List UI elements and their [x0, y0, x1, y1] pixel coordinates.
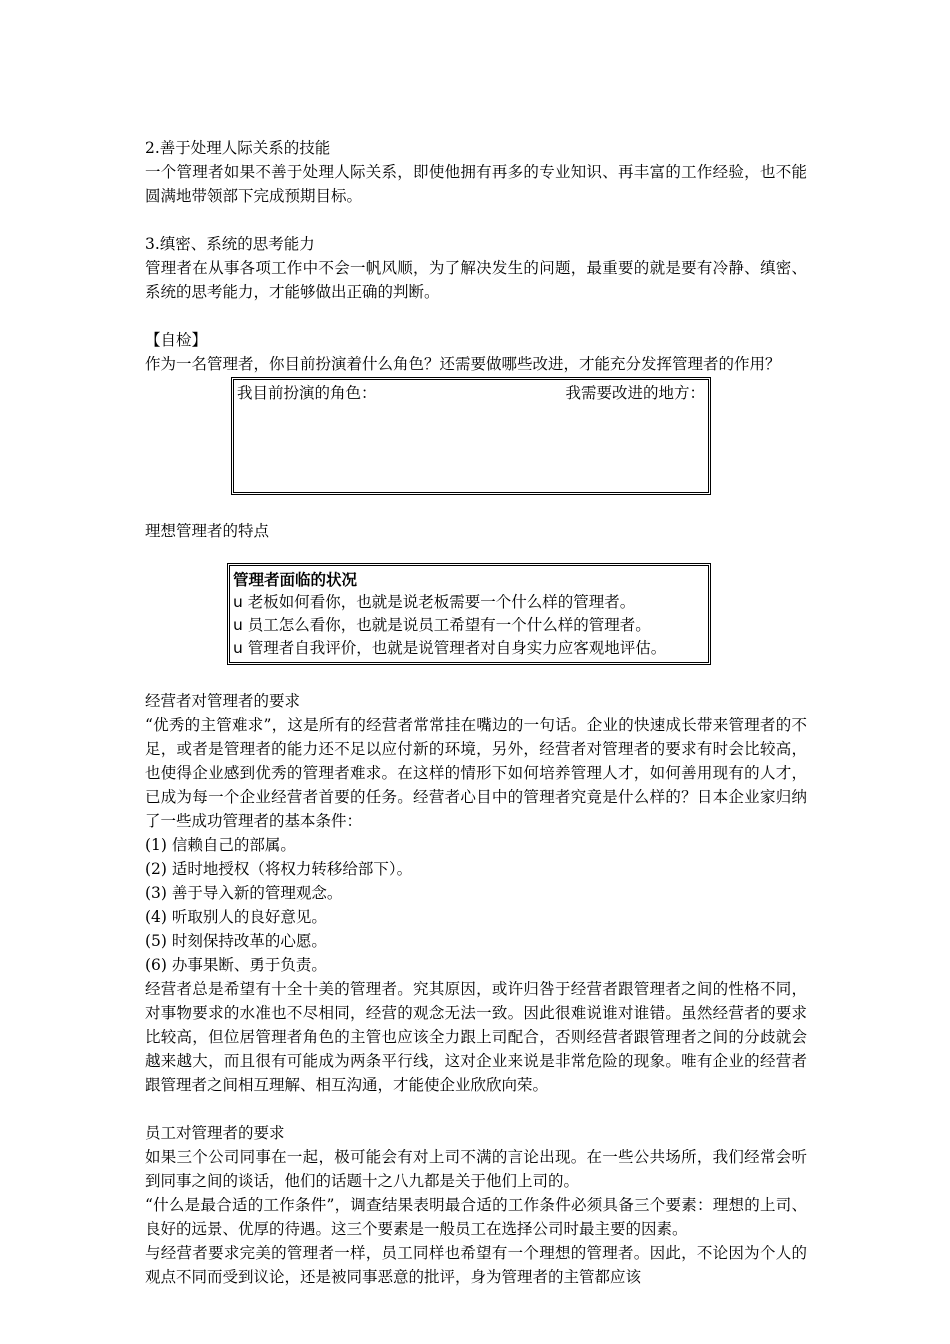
bullet-marker: u [233, 593, 243, 611]
bullet-marker: u [233, 639, 243, 657]
condition-list-item: (4) 听取别人的良好意见。 [145, 908, 327, 926]
employee-paragraph-2: “什么是最合适的工作条件”，调查结果表明最合适的工作条件必须具备三个要素：理想的上司、良好的远景、优厚的待遇。这三个要素是一般员工在选择公司时最主要的因素。 [145, 1196, 807, 1238]
paragraph-skill3: 管理者在从事各项工作中不会一帆风顺，为了解决发生的问题，最重要的就是要有冷静、缜密、系统的思考能力，才能够做出正确的判断。 [145, 259, 807, 301]
current-role-label: 我目前扮演的角色： [237, 384, 377, 402]
selfcheck-heading: 【自检】 [145, 331, 208, 349]
condition-list-item: (5) 时刻保持改革的心愿。 [145, 932, 327, 950]
condition-list-item: (3) 善于导入新的管理观念。 [145, 884, 343, 902]
employee-paragraph-1: 如果三个公司同事在一起，极可能会有对上司不满的言论出现。在一些公共场所，我们经常会听到同事之间的谈话，他们的话题十之八九都是关于他们上司的。 [145, 1148, 807, 1190]
section-heading-skill2: 2.善于处理人际关系的技能 [145, 139, 331, 157]
situation-heading: 管理者面临的状况 [233, 570, 358, 589]
condition-list-item: (1) 信赖自己的部属。 [145, 836, 296, 854]
section-heading-skill3: 3.缜密、系统的思考能力 [145, 235, 315, 253]
owner-intro-paragraph: “优秀的主管难求”，这是所有的经营者常常挂在嘴边的一句话。企业的快速成长带来管理者的不足，或者是管理者的能力还不足以应付新的环境，另外，经营者对管理者的要求有时会比较高，也使得企业感到优秀的管理者难求。在这样的情形下如何培养管理人才，如何善用现有的人才，已成为每一个企业经营者首要的任务。经营者心目中的管理者究竟是什么样的？日本企业家归纳了一些成功管理者的基本条件： [145, 716, 807, 830]
employee-requirements-heading: 员工对管理者的要求 [145, 1124, 285, 1142]
condition-list-item: (2) 适时地授权（将权力转移给部下）。 [145, 860, 413, 878]
situation-item: u 管理者自我评价，也就是说管理者对自身实力应客观地评估。 [233, 639, 667, 657]
employee-paragraph-3: 与经营者要求完美的管理者一样，员工同样也希望有一个理想的管理者。因此，不论因为个人的观点不同而受到议论，还是被同事恶意的批评，身为管理者的主管都应该 [145, 1244, 807, 1286]
ideal-manager-title: 理想管理者的特点 [145, 522, 270, 540]
bullet-marker: u [233, 616, 243, 634]
situation-item: u 老板如何看你，也就是说老板需要一个什么样的管理者。 [233, 593, 636, 611]
paragraph-skill2: 一个管理者如果不善于处理人际关系，即使他拥有再多的专业知识、再丰富的工作经验，也不能圆满地带领部下完成预期目标。 [145, 163, 807, 205]
document-page [145, 136, 807, 1289]
condition-list-item: (6) 办事果断、勇于负责。 [145, 956, 327, 974]
situation-item: u 员工怎么看你，也就是说员工希望有一个什么样的管理者。 [233, 616, 651, 634]
selfcheck-answer-box [231, 377, 711, 495]
owner-requirements-heading: 经营者对管理者的要求 [145, 692, 301, 710]
situation-box [227, 563, 711, 665]
owner-conclusion-paragraph: 经营者总是希望有十全十美的管理者。究其原因，或许归咎于经营者跟管理者之间的性格不同，对事物要求的水准也不尽相同，经营的观念无法一致。因此很难说谁对谁错。虽然经营者的要求比较高，但位居管理者角色的主管也应该全力跟上司配合，否则经营者跟管理者之间的分歧就会越来越大，而且很有可能成为两条平行线，这对企业来说是非常危险的现象。唯有企业的经营者跟管理者之间相互理解、相互沟通，才能使企业欣欣向荣。 [145, 980, 807, 1094]
improvement-label: 我需要改进的地方： [565, 384, 705, 402]
selfcheck-question: 作为一名管理者，你目前扮演着什么角色？还需要做哪些改进，才能充分发挥管理者的作用？ [145, 355, 781, 373]
